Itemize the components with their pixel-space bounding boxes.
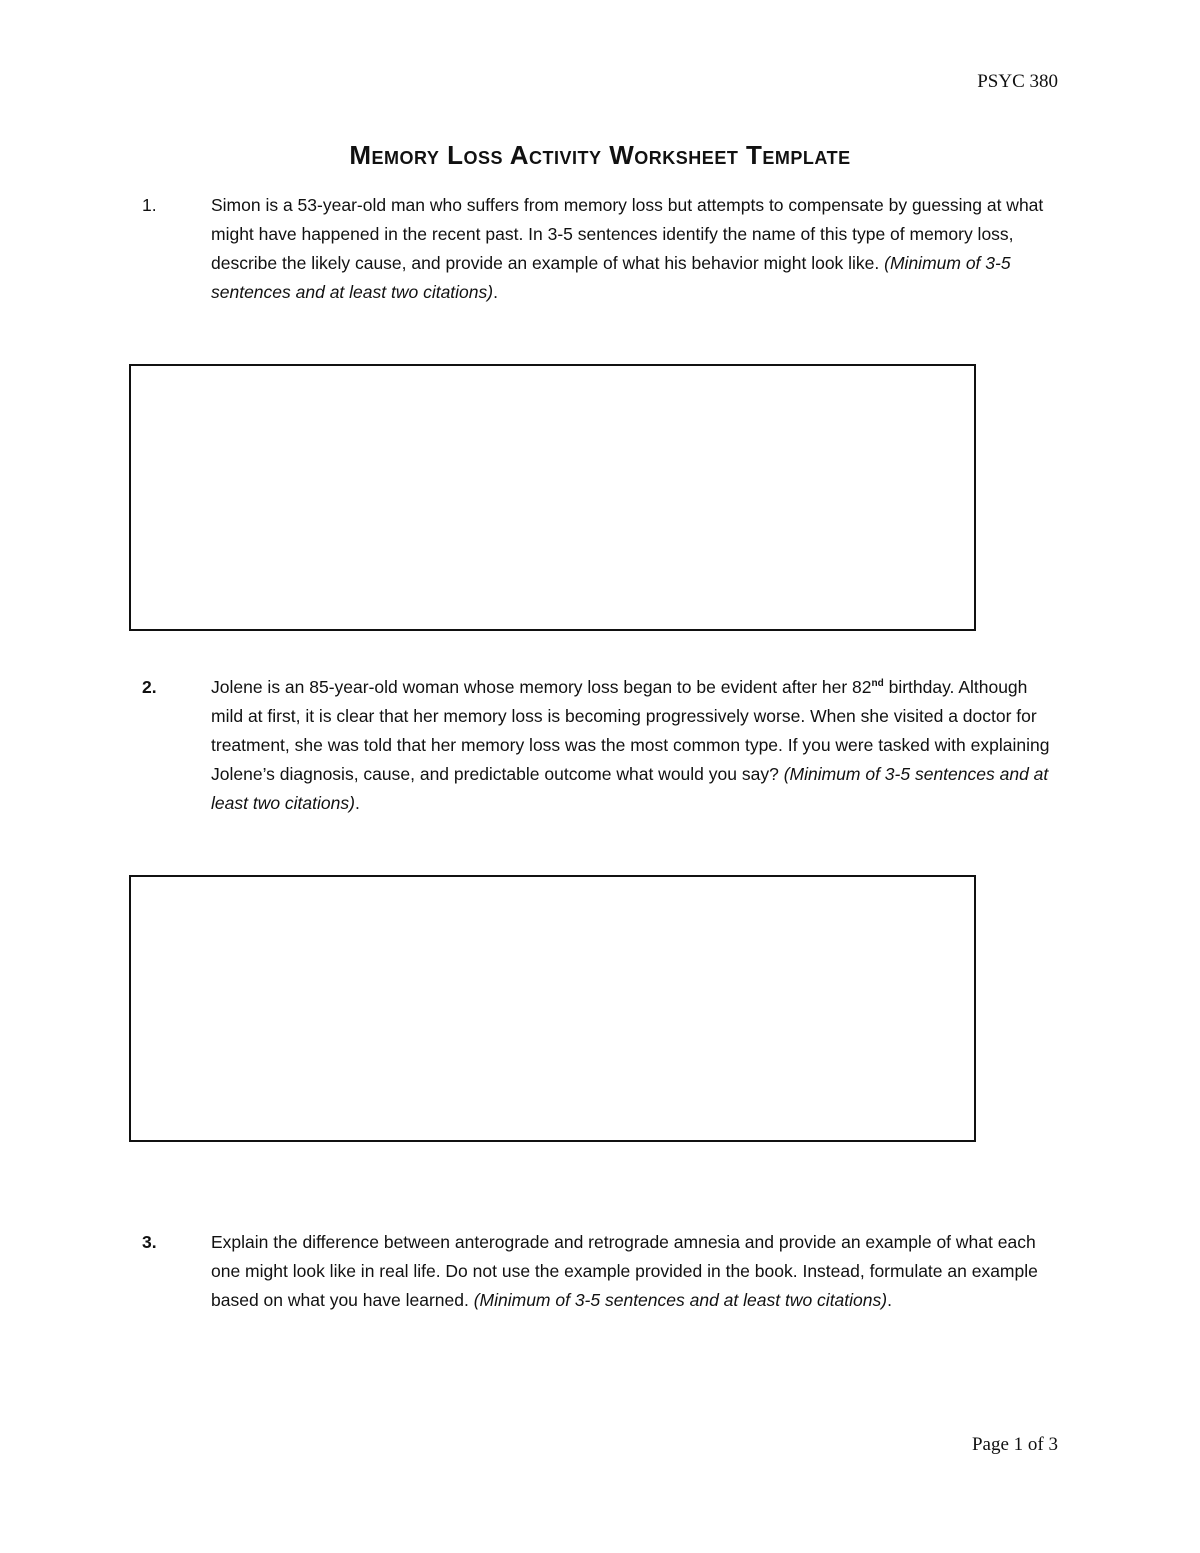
question-prompt: Jolene is an 85-year-old woman whose memory loss began to be evident after her 82 <box>211 677 872 697</box>
page-number: Page 1 of 3 <box>971 1434 1058 1455</box>
question-number: 2. <box>142 677 157 697</box>
question-prompt-continued: birthday. Although mild at first, it is clear that her memory loss is becoming progressively worse. When she visited a doctor for treatment, she was told that her memory loss was the most common type. If you were tasked with explaining Jolene’s diagnosis, cause, and predictable outcome what would you say? <box>211 677 1050 784</box>
question-number: 1. <box>142 195 157 215</box>
question-text <box>211 191 1061 307</box>
course-code: PSYC 380 <box>977 71 1058 92</box>
page-title: Memory Loss Activity Worksheet Template <box>349 140 851 170</box>
question-requirement: (Minimum of 3-5 sentences and at least two citations) <box>211 764 1049 813</box>
question-end: . <box>887 1290 892 1310</box>
question-requirement: (Minimum of 3-5 sentences and at least two citations) <box>473 1290 888 1310</box>
question-end: . <box>354 793 360 813</box>
question-prompt: Simon is a 53-year-old man who suffers from memory loss but attempts to compensate by guessing at what might have happened in the recent past. In 3-5 sentences identify the name of this type of memory loss, describe the likely cause, and provide an example of what his behavior might look like. <box>211 195 1044 273</box>
question-number: 3. <box>142 1232 157 1252</box>
ordinal-suffix: nd <box>871 678 884 690</box>
answer-box-2[interactable] <box>129 875 976 1142</box>
question-text <box>211 673 1061 818</box>
question-end: . <box>493 282 498 302</box>
answer-box-1[interactable] <box>129 364 976 631</box>
question-prompt: Explain the difference between anterograde and retrograde amnesia and provide an example of what each one might look like in real life. Do not use the example provided in the book. Instead, formulate an example based on what you have learned. <box>211 1232 1038 1310</box>
question-text <box>211 1228 1061 1315</box>
question-requirement: (Minimum of 3-5 sentences and at least two citations) <box>211 253 1011 302</box>
